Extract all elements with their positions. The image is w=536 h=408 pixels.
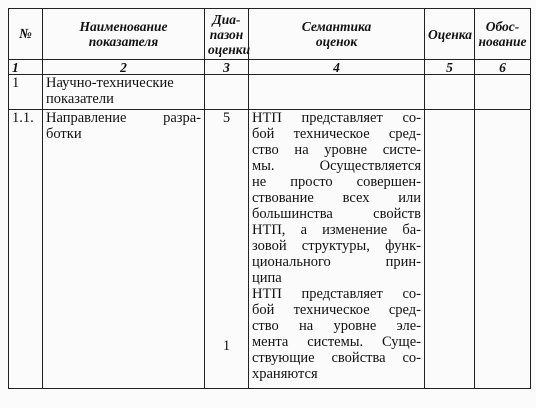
row-number: 1 xyxy=(9,75,43,110)
semantics-line: мента системы. Суще- xyxy=(252,334,421,350)
semantics-line: ство на уровне эле- xyxy=(252,318,421,334)
header-score: Оценка xyxy=(425,9,475,60)
range-low-value: 1 xyxy=(222,338,231,354)
row-number: 1.1. xyxy=(9,110,43,389)
column-index: 4 xyxy=(249,60,425,75)
semantics-line: ционального прин- xyxy=(252,254,421,270)
column-index: 6 xyxy=(475,60,531,75)
semantics-line: ствование всех или xyxy=(252,190,421,206)
semantics-line: большинства свойств xyxy=(252,206,421,222)
header-justification: Обос- нование xyxy=(475,9,531,60)
semantics-line: НТП представляет со- xyxy=(252,286,421,302)
semantics-line: зовой структуры, функ- xyxy=(252,238,421,254)
indicator-name: Научно-технические показатели xyxy=(43,75,205,110)
column-index: 3 xyxy=(205,60,249,75)
semantics-line: НТП, а изменение ба- xyxy=(252,222,421,238)
semantics-line: ствующие свойства со- xyxy=(252,350,421,366)
header-range: Диа- пазон оценки xyxy=(205,9,249,60)
range-cell xyxy=(205,75,249,110)
column-index-row xyxy=(9,60,531,75)
semantics-line: бой техническое сред- xyxy=(252,302,421,318)
justification-cell xyxy=(475,75,531,110)
header-number: № xyxy=(9,9,43,60)
table-row xyxy=(9,110,531,389)
column-index: 2 xyxy=(43,60,205,75)
header-semantics: Семантика оценок xyxy=(249,9,425,60)
table-row xyxy=(9,75,531,110)
column-index: 1 xyxy=(9,60,43,75)
indicator-name: Направление разра- ботки xyxy=(43,110,205,389)
score-cell xyxy=(425,75,475,110)
semantics-line: ципа xyxy=(252,270,282,286)
header-indicator-name: Наименование показателя xyxy=(43,9,205,60)
semantics-line: ство на уровне систе- xyxy=(252,142,421,158)
semantics-cell xyxy=(249,110,425,389)
header-row xyxy=(9,9,531,60)
semantics-line: бой техническое сред- xyxy=(252,126,421,142)
justification-cell xyxy=(475,110,531,389)
column-index: 5 xyxy=(425,60,475,75)
semantics-line: храняются xyxy=(252,366,318,382)
range-cell xyxy=(205,110,249,389)
score-cell xyxy=(425,110,475,389)
semantics-cell xyxy=(249,75,425,110)
range-high-value: 5 xyxy=(222,110,231,126)
semantics-line: НТП представляет со- xyxy=(252,110,421,126)
semantics-line: мы. Осуществляется xyxy=(252,158,421,174)
evaluation-table xyxy=(8,8,531,389)
semantics-line: не просто совершен- xyxy=(252,174,421,190)
